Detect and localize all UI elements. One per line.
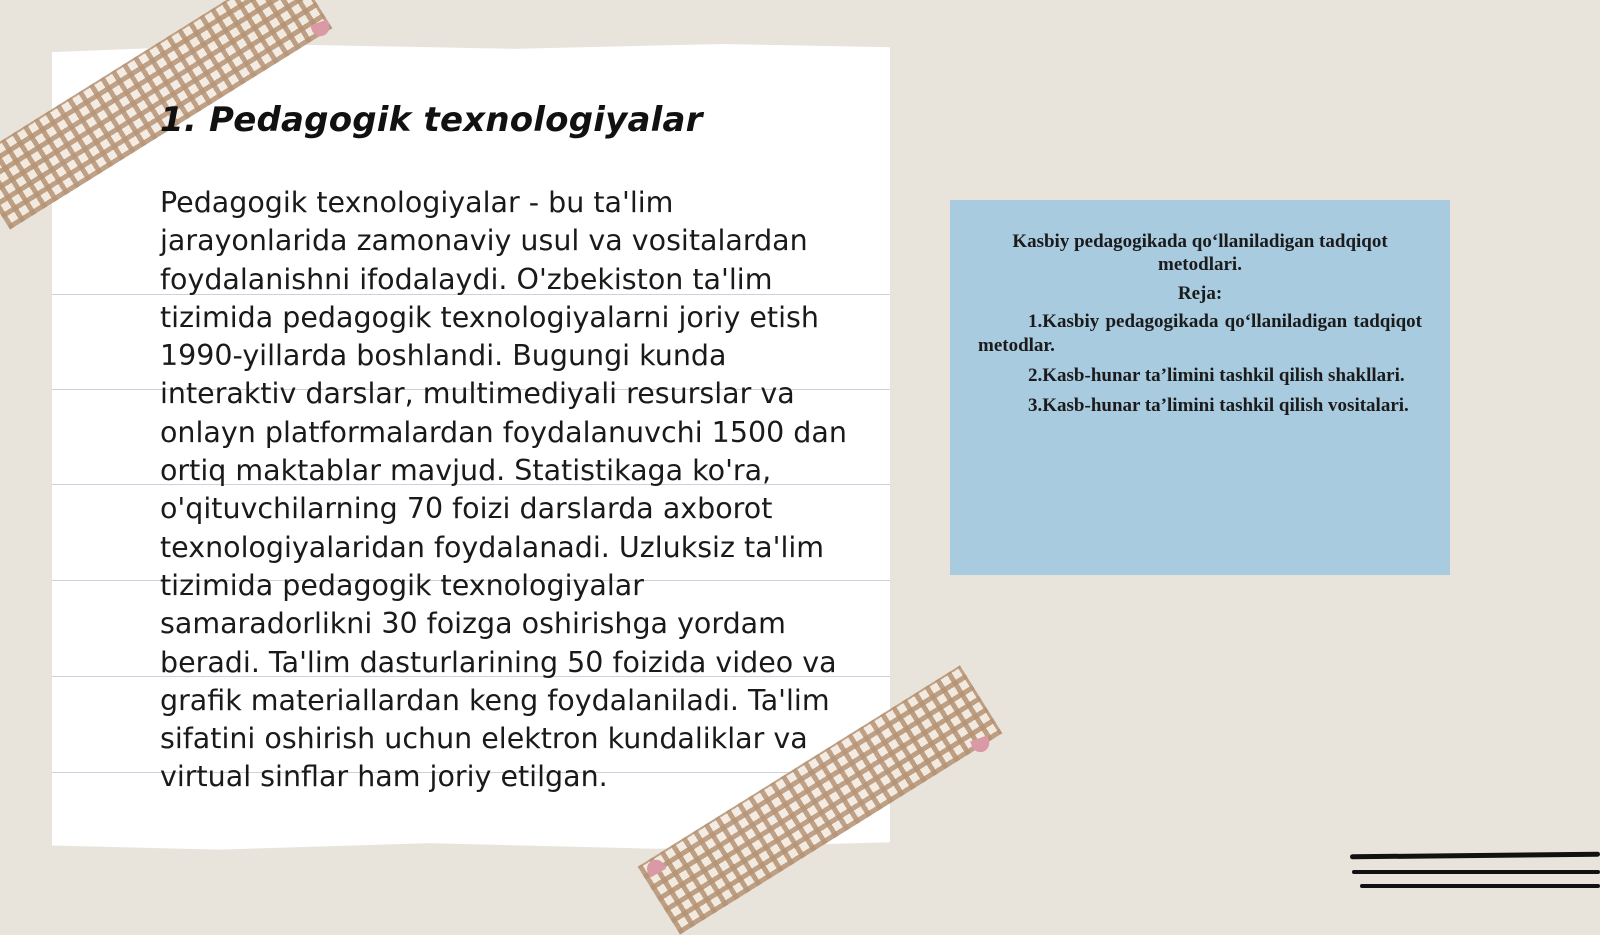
plan-label: Reja: bbox=[1177, 283, 1223, 304]
slide-body-text: Pedagogik texnologiyalar - bu ta'lim jarayonlarida zamonaviy usul va vositalardan foydalanishni ifodalaydi. O'zbekiston ta'lim tizimida pedagogik texnologiyalarni joriy etish 1990-yillarda boshlandi. Bugungi kunda interaktiv darslar, multimediyali resurslar va onlayn platformalardan foydalanuvchi 1500 dan ortiq maktablar mavjud. Statistikaga ko'ra, o'qituvchilarning 70 foizi darslarda axborot texnologiyalaridan foydalanadi. Uzluksiz ta'lim tizimida pedagogik texnologiyalar samaradorlikni 30 foizga oshirishga yordam beradi. Ta'lim dasturlarining 50 foizida video va grafik materiallardan keng foydalaniladi. Ta'lim sifatini oshirish uchun elektron kundaliklar va virtual sinflar ham joriy etilgan. bbox=[160, 186, 847, 794]
plan-item: 3.Kasb-hunar ta’limini tashkil qilish vositalari. bbox=[1028, 395, 1409, 416]
decorative-brush-stroke bbox=[1352, 870, 1600, 874]
plan-card-title: Kasbiy pedagogikada qo‘llaniladigan tadqiqot metodlari. bbox=[1012, 231, 1388, 275]
decorative-brush-stroke bbox=[1360, 884, 1600, 888]
plan-item: 2.Kasb-hunar ta’limini tashkil qilish shakllari. bbox=[1028, 365, 1405, 386]
plan-item: 1.Kasbiy pedagogikada qo‘llaniladigan tadqiqot metodlar. bbox=[978, 311, 1422, 356]
slide-heading: 1. Pedagogik texnologiyalar bbox=[160, 100, 703, 140]
plan-card-image bbox=[950, 200, 1450, 575]
decorative-brush-stroke bbox=[1350, 852, 1600, 860]
